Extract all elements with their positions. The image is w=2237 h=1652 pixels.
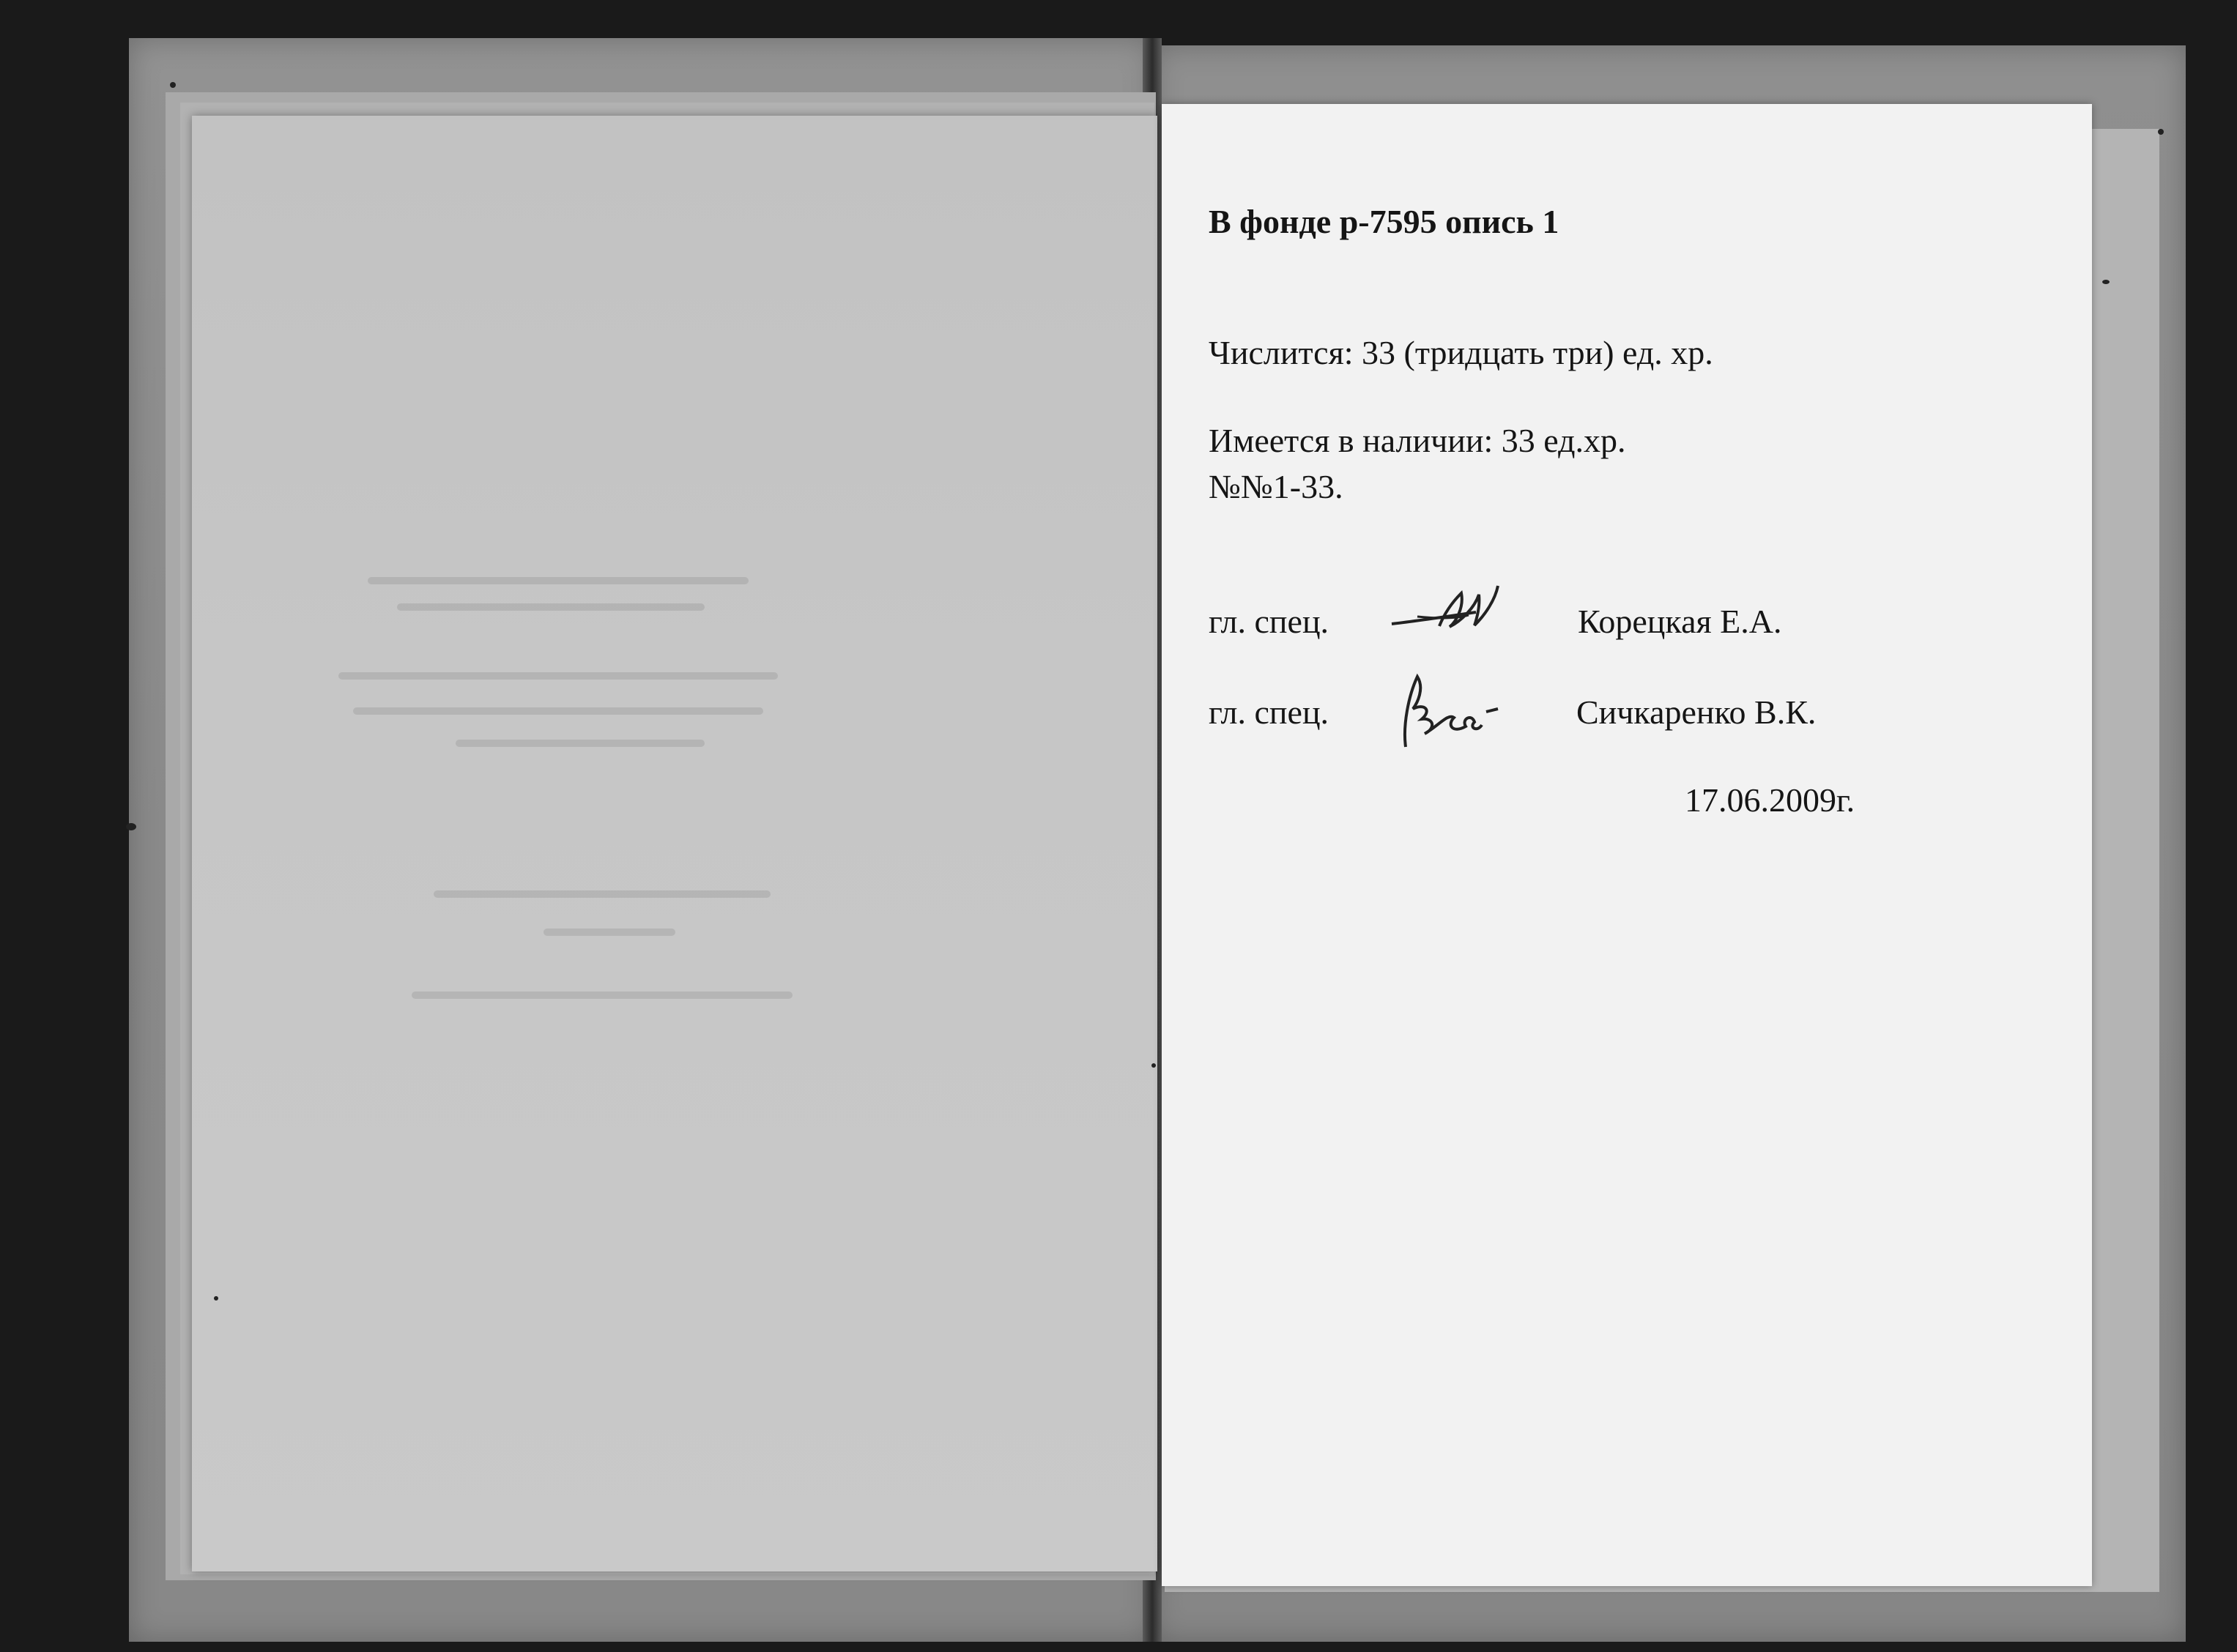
signatory-position-2: гл. спец.: [1209, 693, 1329, 731]
bleed-through-line: [368, 577, 749, 584]
left-blank-page: [192, 116, 1157, 1571]
dust-speck: [214, 1296, 218, 1301]
dust-speck: [170, 82, 176, 88]
available-units-line: Имеется в наличии: 33 ед.хр.: [1209, 422, 1626, 459]
signature-1-icon: [1388, 578, 1527, 644]
dust-speck: [2102, 280, 2110, 284]
bleed-through-line: [544, 929, 675, 936]
bleed-through-line: [412, 991, 793, 999]
signature-2-icon: [1395, 666, 1505, 754]
signatory-position-1: гл. спец.: [1209, 603, 1329, 640]
bleed-through-line: [338, 672, 778, 680]
fund-title: В фонде р-7595 опись 1: [1209, 203, 1559, 240]
bleed-through-line: [456, 740, 705, 747]
dust-speck: [126, 823, 136, 830]
counted-units-line: Числится: 33 (тридцать три) ед. хр.: [1209, 334, 1713, 371]
document-date: 17.06.2009г.: [1685, 781, 1855, 819]
dust-speck: [2158, 129, 2164, 135]
bleed-through-line: [353, 707, 763, 715]
bleed-through-line: [397, 603, 705, 611]
signatory-name-1: Корецкая Е.А.: [1578, 603, 1782, 640]
dust-speck: [1151, 1063, 1156, 1068]
bleed-through-line: [434, 890, 771, 898]
signatory-name-2: Сичкаренко В.К.: [1576, 693, 1817, 731]
unit-numbers-line: №№1-33.: [1209, 468, 1343, 505]
inventory-note-sheet: [1162, 104, 2092, 1586]
